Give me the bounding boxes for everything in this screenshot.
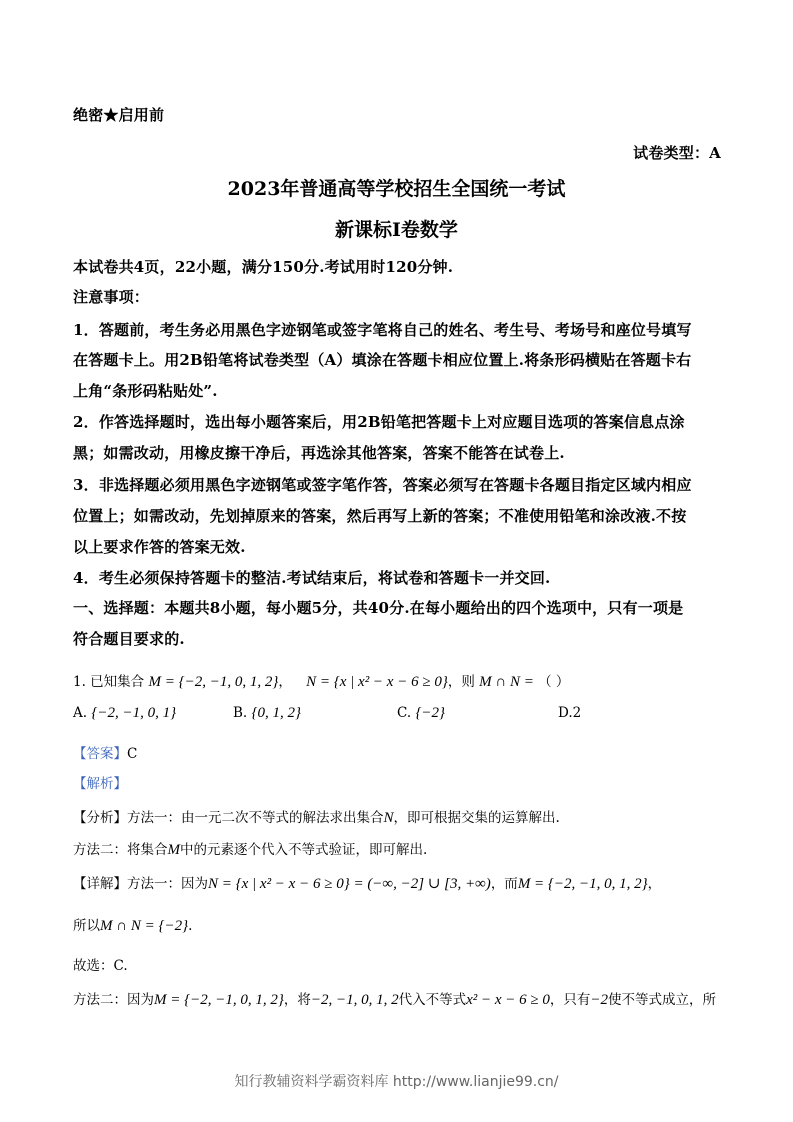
detail-text: 使不等式成立，所 bbox=[608, 992, 717, 1008]
notice-line: 2．作答选择题时，选出每小题答案后，用2B铅笔把答题卡上对应题目选项的答案信息点涂 bbox=[73, 413, 685, 431]
footer-watermark: 知行教辅资料学霸资料库 http://www.lianjie99.cn/ bbox=[234, 1074, 559, 1090]
option-letter: D. bbox=[558, 705, 573, 721]
notice-line: 1．答题前，考生务必用黑色字迹钢笔或签字笔将自己的姓名、考生号、考场号和座位号填写 bbox=[73, 321, 692, 339]
notice-line: 3．非选择题必须用黑色字迹钢笔或签字笔作答，答案必须写在答题卡各题目指定区域内相应 bbox=[73, 476, 692, 494]
math-expr: M = {−2, −1, 0, 1, 2} bbox=[154, 992, 284, 1008]
option-d bbox=[558, 705, 581, 721]
detail-text: 方法一：因为 bbox=[127, 876, 208, 892]
detail-text: . bbox=[188, 918, 193, 934]
detail-line-2 bbox=[73, 914, 192, 935]
fenxi-text: ，即可根据交集的运算解出. bbox=[393, 810, 560, 826]
answer-tag: 【答案】 bbox=[73, 746, 127, 762]
exam-title: 2023年普通高等学校招生全国统一考试 bbox=[227, 178, 566, 200]
option-value: 2 bbox=[572, 705, 582, 721]
option-value: {0, 1, 2} bbox=[251, 705, 302, 721]
math-expr: −2 bbox=[590, 992, 609, 1008]
option-value: {−2, −1, 0, 1} bbox=[91, 705, 177, 721]
notice-line: 在答题卡上。用2B铅笔将试卷类型（A）填涂在答题卡相应位置上.将条形码横贴在答题卡右 bbox=[73, 351, 692, 369]
set-m-expr: M = {−2, −1, 0, 1, 2} bbox=[148, 674, 279, 690]
intro-text: 本试卷共4页，22小题，满分150分.考试用时120分钟. bbox=[73, 258, 454, 276]
ask-prefix: ，则 bbox=[447, 674, 475, 690]
notice-heading: 注意事项： bbox=[73, 288, 150, 306]
answer-parentheses: （ ） bbox=[538, 674, 570, 690]
detail-tag: 【详解】 bbox=[73, 876, 127, 892]
detail-text: 代入不等式 bbox=[398, 992, 467, 1008]
fenxi-line-2 bbox=[73, 838, 427, 859]
option-letter: B. bbox=[233, 705, 248, 721]
math-expr: M ∩ N = {−2} bbox=[100, 918, 189, 934]
exam-subtitle: 新课标Ⅰ卷数学 bbox=[335, 219, 458, 241]
option-value: {−2} bbox=[415, 705, 446, 721]
detail-text: ，将 bbox=[283, 992, 311, 1008]
fenxi-text: 中的元素逐个代入不等式验证，即可解出. bbox=[180, 842, 428, 858]
fenxi-text: 方法二：将集合 bbox=[73, 842, 168, 858]
separator: ， bbox=[278, 674, 292, 690]
option-c bbox=[397, 705, 445, 722]
notice-line: 以上要求作答的答案无效. bbox=[73, 538, 246, 556]
analysis-tag: 【解析】 bbox=[73, 776, 127, 792]
notice-line: 位置上；如需改动，先划掉原来的答案，然后再写上新的答案；不准使用铅笔和涂改液.不按 bbox=[73, 507, 687, 525]
intersection-expr: M ∩ N = bbox=[479, 674, 534, 690]
notice-line: 黑；如需改动，用橡皮擦干净后，再选涂其他答案，答案不能答在试卷上. bbox=[73, 444, 565, 462]
option-letter: A. bbox=[73, 705, 88, 721]
notice-line: 4．考生必须保持答题卡的整洁.考试结束后，将试卷和答题卡一并交回. bbox=[73, 569, 551, 587]
section-heading: 符合题目要求的. bbox=[73, 630, 185, 648]
detail-line-1 bbox=[73, 872, 661, 893]
detail-text: ，只有 bbox=[549, 992, 591, 1008]
option-b bbox=[233, 705, 301, 722]
question-prefix: 1. 已知集合 bbox=[73, 674, 145, 690]
detail-text: 方法二：因为 bbox=[73, 992, 154, 1008]
fenxi-text: 方法一：由一元二次不等式的解法求出集合 bbox=[127, 810, 384, 826]
math-expr: N = {x | x² − x − 6 ≥ 0} = (−∞, −2] ∪ [3, +∞) bbox=[208, 876, 491, 892]
confidential-label: 绝密★启用前 bbox=[73, 106, 165, 124]
choose-line: 故选：C. bbox=[73, 958, 128, 974]
set-n-expr: N = {x | x² − x − 6 ≥ 0} bbox=[306, 674, 448, 690]
math-expr: x² − x − 6 ≥ 0 bbox=[466, 992, 550, 1008]
fenxi-tag: 【分析】 bbox=[73, 810, 127, 826]
question-1 bbox=[73, 670, 569, 691]
answer-line bbox=[73, 742, 137, 762]
fenxi-line-1 bbox=[73, 806, 560, 827]
answer-value: C bbox=[127, 746, 138, 762]
detail-text: 所以 bbox=[73, 918, 100, 934]
option-a bbox=[73, 705, 176, 722]
detail-text: ，而 bbox=[490, 876, 518, 892]
paper-type-label: 试卷类型：A bbox=[633, 144, 721, 162]
option-letter: C. bbox=[397, 705, 412, 721]
notice-line: 上角“条形码粘贴处”. bbox=[73, 382, 218, 400]
section-heading: 一、选择题：本题共8小题，每小题5分，共40分.在每小题给出的四个选项中，只有一项是 bbox=[73, 599, 684, 617]
detail-text: ， bbox=[647, 876, 662, 892]
math-var: M bbox=[167, 842, 180, 858]
math-expr: −2, −1, 0, 1, 2 bbox=[310, 992, 399, 1008]
math-var: N bbox=[383, 810, 394, 826]
analysis-line bbox=[73, 772, 127, 792]
detail-line-3 bbox=[73, 988, 716, 1009]
math-expr: M = {−2, −1, 0, 1, 2} bbox=[517, 876, 648, 892]
